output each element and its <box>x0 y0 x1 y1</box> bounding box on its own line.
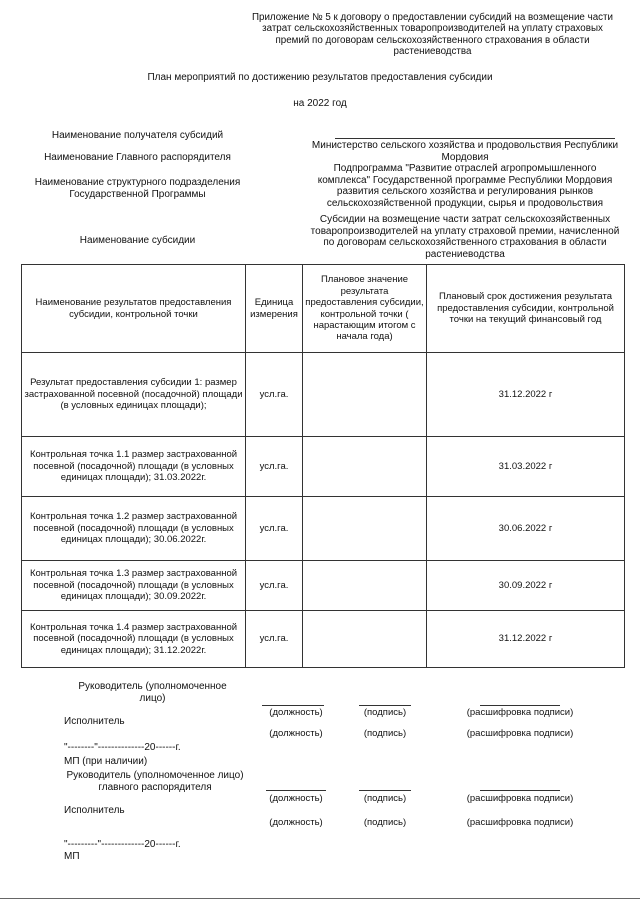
subsidy-value-line: Субсидии на возмещение части затрат сельскохозяйственных <box>319 214 611 225</box>
row-date: 30.09.2022 г <box>427 561 625 611</box>
header-unit: Единица измерения <box>246 265 303 353</box>
plan-table <box>21 264 625 668</box>
signature-caption: (подпись) <box>363 793 407 804</box>
document-title: План мероприятий по достижению результатов предоставления субсидии <box>147 72 493 83</box>
row-value <box>303 353 427 437</box>
executor-label: Исполнитель <box>64 805 125 816</box>
appendix-line: затрат сельскохозяйственных товаропроизводителей на уплату страховых <box>262 23 603 35</box>
signature-caption: (подпись) <box>363 817 407 828</box>
position-caption: (должность) <box>269 707 323 718</box>
appendix-line: Приложение № 5 к договору о предоставлении субсидий на возмещение части <box>251 12 614 23</box>
row-name: Контрольная точка 1.3 размер застрахованной посевной (посадочной) площади (в условных единицах площади); 30.09.2022г. <box>22 561 246 611</box>
signature-line <box>359 790 411 791</box>
row-unit: усл.га. <box>246 561 303 611</box>
decoding-caption: (расшифровка подписи) <box>466 793 574 804</box>
header-plan-date: Плановый срок достижения результата предоставления субсидии, контрольной точки на текущий финансовый год <box>427 265 625 353</box>
manager-value-line: Мордовия <box>441 151 489 163</box>
decoding-caption: (расшифровка подписи) <box>466 728 574 739</box>
row-date: 31.12.2022 г <box>427 611 625 668</box>
manager-value-line: Министерство сельского хозяйства и продовольствия Республики <box>311 140 619 151</box>
main-head-label <box>55 770 255 793</box>
subsidy-value-line: растениеводства <box>425 248 505 260</box>
appendix-line: растениеводства <box>393 45 472 57</box>
row-unit: усл.га. <box>246 437 303 497</box>
table-header-row <box>22 265 625 353</box>
position-line <box>262 705 324 706</box>
appendix-note <box>245 12 620 57</box>
recipient-label: Наименование получателя субсидий <box>51 130 224 141</box>
table-row <box>22 611 625 668</box>
row-name: Контрольная точка 1.4 размер застрахованной посевной (посадочной) площади (в условных единицах площади); 31.12.2022г. <box>22 611 246 668</box>
date-line: "--------"--------------20------г. <box>64 742 181 753</box>
subsidy-value <box>305 214 625 260</box>
manager-value <box>305 140 625 163</box>
head-label-line: Руководитель (уполномоченное <box>78 681 227 692</box>
stamp-label: МП <box>64 851 80 862</box>
row-name: Результат предоставления субсидии 1: размер застрахованной посевной (посадочной) площади (в условных единицах площади); <box>22 353 246 437</box>
head-label-line: лицо) <box>139 692 166 704</box>
decoding-caption: (расшифровка подписи) <box>466 817 574 828</box>
row-unit: усл.га. <box>246 611 303 668</box>
recipient-line <box>335 138 615 139</box>
decoding-caption: (расшифровка подписи) <box>466 707 574 718</box>
table-row <box>22 497 625 561</box>
position-caption: (должность) <box>269 793 323 804</box>
row-date: 30.06.2022 г <box>427 497 625 561</box>
row-value <box>303 497 427 561</box>
subsidy-value-line: товаропроизводителей на уплату страховой премии, начисленной <box>310 225 620 237</box>
program-value-line: комплекса" Государственной программе Республики Мордовия <box>317 174 613 186</box>
position-line <box>266 790 326 791</box>
row-value <box>303 611 427 668</box>
date-line: "---------"-------------20------г. <box>64 839 181 850</box>
row-unit: усл.га. <box>246 497 303 561</box>
position-caption: (должность) <box>269 728 323 739</box>
row-value <box>303 561 427 611</box>
row-unit: усл.га. <box>246 353 303 437</box>
head-label <box>70 681 235 704</box>
subsidy-label: Наименование субсидии <box>79 235 196 246</box>
appendix-line: премий по договорам сельскохозяйственного страхования в области <box>275 34 590 46</box>
header-plan-value: Плановое значение результата предоставления субсидии, контрольной точки ( нарастающим итогом с начала года) <box>303 265 427 353</box>
decoding-line <box>480 790 560 791</box>
document-year: на 2022 год <box>293 98 347 109</box>
row-name: Контрольная точка 1.2 размер застрахованной посевной (посадочной) площади (в условных единицах площади); 30.06.2022г. <box>22 497 246 561</box>
row-value <box>303 437 427 497</box>
row-date: 31.03.2022 г <box>427 437 625 497</box>
decoding-line <box>480 705 560 706</box>
program-value-line: развития сельского хозяйства и регулирования рынков <box>336 186 594 197</box>
position-caption: (должность) <box>269 817 323 828</box>
header-result-name: Наименование результатов предоставления субсидии, контрольной точки <box>22 265 246 353</box>
program-label-line: Государственной Программы <box>69 188 206 200</box>
main-head-line: Руководитель (уполномоченное лицо) <box>66 770 244 781</box>
signature-caption: (подпись) <box>363 728 407 739</box>
signature-caption: (подпись) <box>363 707 407 718</box>
table-row <box>22 437 625 497</box>
executor-label: Исполнитель <box>64 716 125 727</box>
program-value-line: Подпрограмма "Развитие отраслей агропромышленного <box>333 163 597 174</box>
row-name: Контрольная точка 1.1 размер застрахованной посевной (посадочной) площади (в условных единицах площади); 31.03.2022г. <box>22 437 246 497</box>
program-value <box>305 163 625 209</box>
program-label-line: Наименование структурного подразделения <box>34 177 241 188</box>
table-row <box>22 561 625 611</box>
signature-line <box>359 705 411 706</box>
program-label <box>20 177 255 200</box>
subsidy-value-line: по договорам сельскохозяйственного страхования в области <box>323 237 607 248</box>
program-value-line: сельскохозяйственной продукции, сырья и продовольствия <box>326 197 604 209</box>
table-row <box>22 353 625 437</box>
main-head-line: главного распорядителя <box>98 781 212 793</box>
row-date: 31.12.2022 г <box>427 353 625 437</box>
page-bottom-rule <box>0 898 640 899</box>
stamp-optional: МП (при наличии) <box>64 756 148 767</box>
manager-label: Наименование Главного распорядителя <box>44 152 231 163</box>
